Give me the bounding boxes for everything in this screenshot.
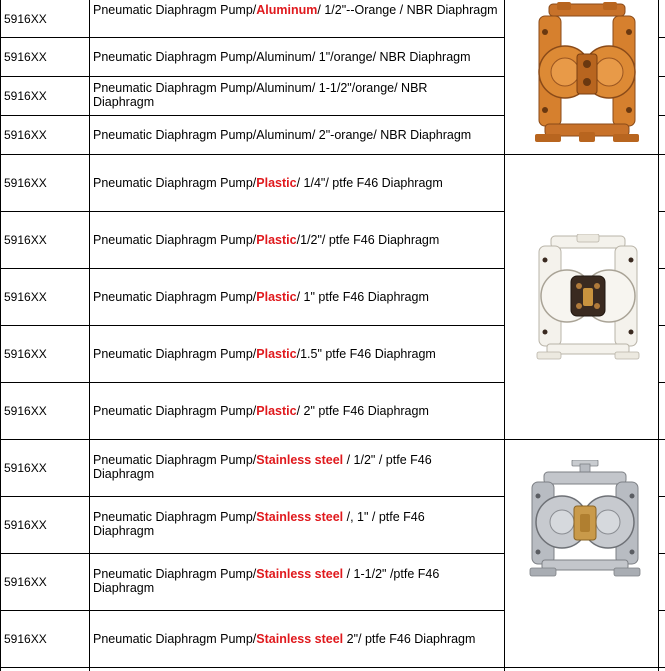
row-line	[0, 553, 505, 554]
product-code: 5916XX	[4, 461, 47, 475]
product-code: 5916XX	[4, 12, 47, 26]
row-line	[0, 439, 665, 440]
product-description: Pneumatic Diaphragm Pump/Plastic/ 1" ptfe F46 Diaphragm	[93, 290, 429, 304]
product-description: Pneumatic Diaphragm Pump/Aluminum/ 2"-orange/ NBR Diaphragm	[93, 128, 472, 142]
product-description: Pneumatic Diaphragm Pump/Stainless steel / 1-1/2" /ptfe F46 Diaphragm	[93, 567, 440, 595]
product-description: Pneumatic Diaphragm Pump/Plastic/ 2" ptfe F46 Diaphragm	[93, 404, 429, 418]
row-line	[0, 211, 505, 212]
product-description: Pneumatic Diaphragm Pump/Plastic/1.5" ptfe F46 Diaphragm	[93, 347, 436, 361]
product-description: Pneumatic Diaphragm Pump/Stainless steel /, 1" / ptfe F46 Diaphragm	[93, 510, 425, 538]
stainless-pump-icon	[528, 460, 642, 580]
row-line	[658, 610, 665, 611]
row-line	[658, 76, 665, 77]
row-line	[0, 115, 505, 116]
product-description: Pneumatic Diaphragm Pump/Aluminum/ 1-1/2"/orange/ NBR Diaphragm	[93, 81, 428, 109]
column-divider-desc	[504, 0, 505, 671]
row-line	[0, 37, 505, 38]
product-code: 5916XX	[4, 347, 47, 361]
product-description: Pneumatic Diaphragm Pump/Stainless steel 2"/ ptfe F46 Diaphragm	[93, 632, 476, 646]
row-line	[0, 496, 505, 497]
row-line	[0, 325, 505, 326]
product-code: 5916XX	[4, 128, 47, 142]
table-border-left	[0, 0, 1, 671]
product-code: 5916XX	[4, 404, 47, 418]
product-description: Pneumatic Diaphragm Pump/Plastic/1/2"/ ptfe F46 Diaphragm	[93, 233, 440, 247]
column-divider-code	[89, 0, 90, 671]
aluminum-pump-icon	[535, 2, 639, 144]
product-description: Pneumatic Diaphragm Pump/Plastic/ 1/4"/ ptfe F46 Diaphragm	[93, 176, 443, 190]
row-line	[0, 382, 505, 383]
product-code: 5916XX	[4, 518, 47, 532]
row-line	[658, 325, 665, 326]
product-code: 5916XX	[4, 176, 47, 190]
column-divider-image	[658, 0, 659, 671]
row-line	[658, 268, 665, 269]
row-line	[658, 553, 665, 554]
product-code: 5916XX	[4, 575, 47, 589]
row-line	[0, 268, 505, 269]
row-line	[0, 610, 505, 611]
row-line	[658, 496, 665, 497]
row-line	[0, 76, 505, 77]
row-line	[0, 667, 665, 668]
product-code: 5916XX	[4, 290, 47, 304]
product-code: 5916XX	[4, 632, 47, 646]
product-description: Pneumatic Diaphragm Pump/Aluminum/ 1"/orange/ NBR Diaphragm	[93, 50, 471, 64]
product-code: 5916XX	[4, 233, 47, 247]
product-description: Pneumatic Diaphragm Pump/Aluminum/ 1/2"--Orange / NBR Diaphragm	[93, 3, 498, 17]
product-description: Pneumatic Diaphragm Pump/Stainless steel / 1/2" / ptfe F46 Diaphragm	[93, 453, 432, 481]
product-code: 5916XX	[4, 89, 47, 103]
row-line	[658, 382, 665, 383]
row-line	[658, 115, 665, 116]
row-line	[658, 37, 665, 38]
row-line	[0, 154, 665, 155]
product-code: 5916XX	[4, 50, 47, 64]
plastic-pump-icon	[535, 234, 641, 360]
row-line	[658, 211, 665, 212]
